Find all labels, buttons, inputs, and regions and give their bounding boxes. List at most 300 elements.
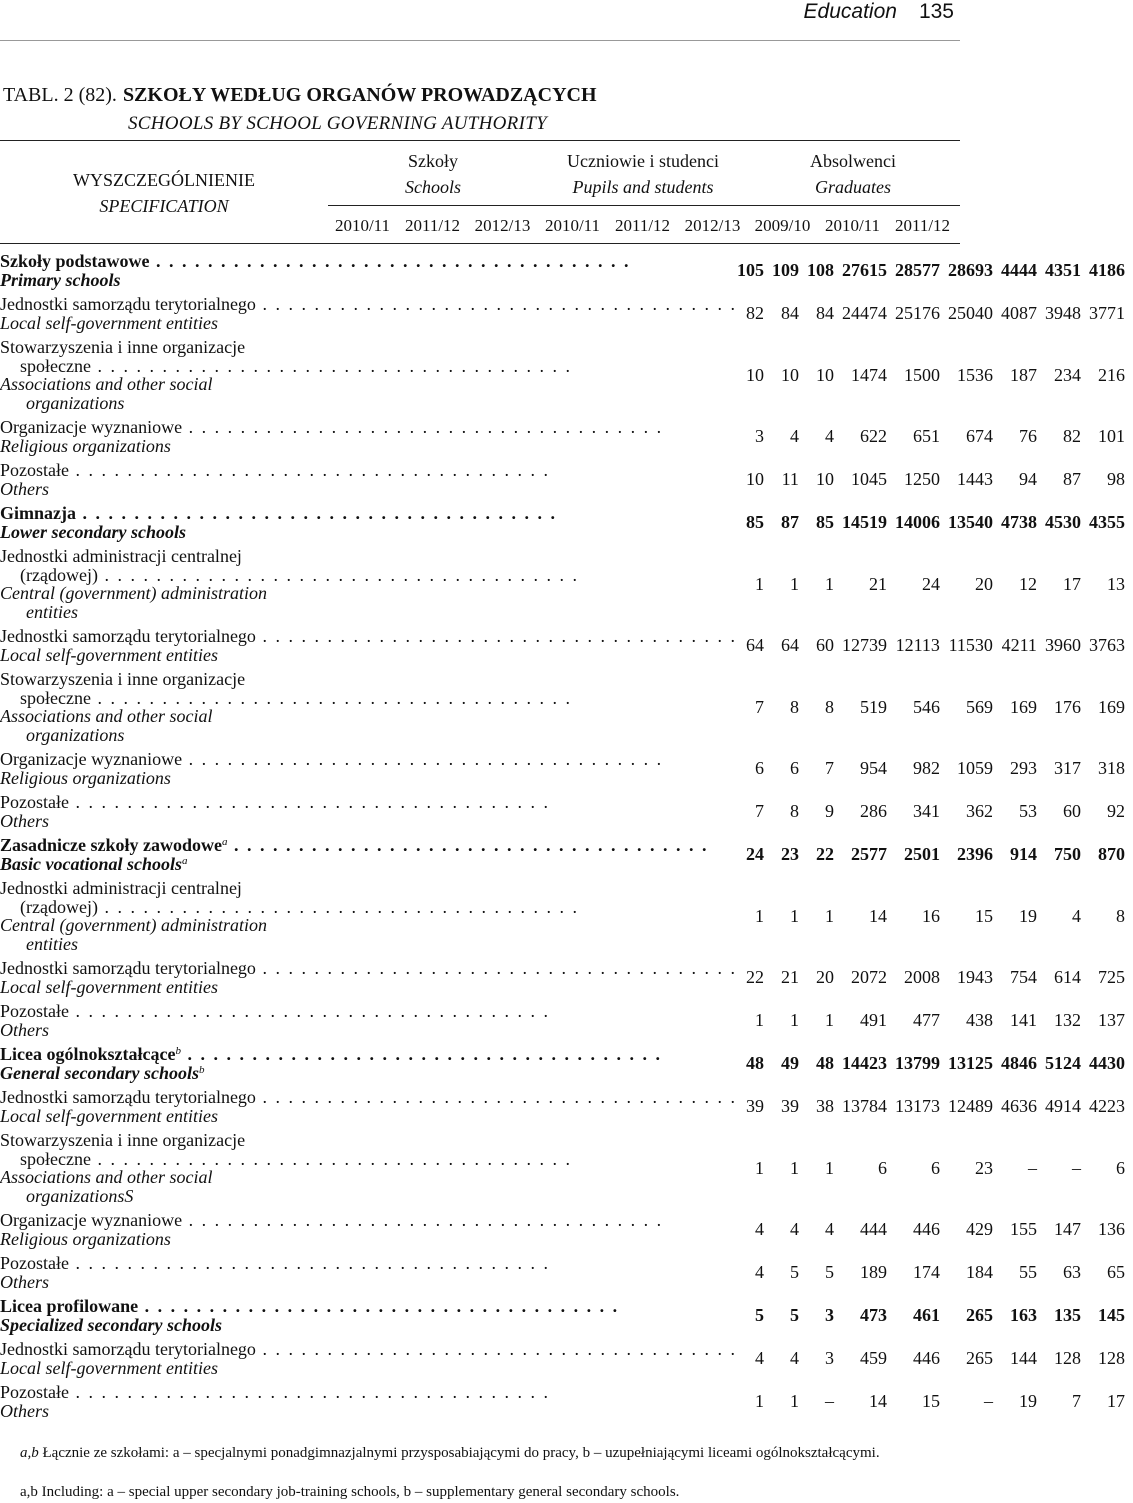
value-cell: 10: [815, 469, 834, 489]
row-label-en-line2: organizationsS: [26, 1185, 134, 1206]
value-cell: 446: [912, 1219, 940, 1239]
value-cell: 234: [1053, 364, 1081, 385]
value-cell: 15: [974, 905, 993, 926]
value-cell: 754: [1009, 967, 1037, 987]
row-label: [0, 836, 737, 873]
value-cell: 519: [859, 696, 887, 717]
value-cell: 4: [754, 1262, 764, 1282]
value-cell: 60: [1062, 801, 1081, 821]
value-cell: 3771: [1088, 303, 1125, 323]
value-cell: 1: [789, 573, 799, 594]
group-header-en: Schools: [405, 177, 461, 197]
row-label-en: Others: [0, 478, 49, 499]
value-cell: 184: [965, 1262, 993, 1282]
row-label: [0, 1045, 737, 1082]
table-row: [0, 1383, 1133, 1420]
row-label-en: Lower secondary schools: [0, 521, 186, 542]
value-cell: 4: [754, 1219, 764, 1239]
value-cell: 429: [965, 1219, 993, 1239]
table-row: [0, 295, 1133, 332]
page-number: 135: [918, 0, 954, 23]
value-cell: 1: [789, 905, 799, 926]
value-cell: 27615: [841, 260, 887, 280]
value-cell: 4914: [1044, 1096, 1081, 1116]
value-cell: 622: [859, 426, 887, 446]
row-label-pl: Pozostałe . . . . . . . . . . . . . . . . . . . . . . . . . . . . . . . . . . . . .: [0, 1382, 550, 1402]
value-cell: 216: [1097, 364, 1125, 385]
row-label: [0, 1002, 737, 1039]
row-label: [0, 750, 737, 787]
value-cell: 2577: [850, 844, 887, 864]
group-header-en: Graduates: [815, 177, 891, 197]
value-cell: 176: [1053, 696, 1081, 717]
row-label-pl: społeczne . . . . . . . . . . . . . . . . . . . . . . . . . . . . . . . . . . . . .: [20, 687, 572, 708]
value-cell: 187: [1009, 364, 1037, 385]
value-cell: 84: [780, 303, 799, 323]
value-cell: 1: [754, 905, 764, 926]
row-label: [0, 1297, 737, 1334]
value-cell: 3: [754, 426, 764, 446]
year-header: 2011/12: [894, 216, 951, 235]
row-label-pl: Pozostałe . . . . . . . . . . . . . . . . . . . . . . . . . . . . . . . . . . . . .: [0, 792, 550, 812]
value-cell: 4738: [1000, 512, 1037, 532]
row-label: [0, 338, 737, 412]
value-cell: 870: [1097, 844, 1125, 864]
row-label-en: Religious organizations: [0, 1228, 171, 1249]
value-cell: 914: [1009, 844, 1037, 864]
row-label-en: Associations and other social: [0, 1167, 213, 1187]
row-label-pl-line1: Stowarzyszenia i inne organizacje: [0, 669, 246, 689]
value-cell: 1443: [956, 469, 993, 489]
row-label-en: Associations and other social: [0, 374, 213, 394]
value-cell: 3: [824, 1305, 834, 1325]
value-cell: 10: [745, 364, 764, 385]
table-row: [0, 1131, 1133, 1205]
footnote-marker: a,b: [20, 1484, 38, 1500]
row-label-pl: społeczne . . . . . . . . . . . . . . . . . . . . . . . . . . . . . . . . . . . . .: [20, 1148, 572, 1169]
table-row: [0, 1254, 1133, 1291]
value-cell: 1045: [850, 469, 887, 489]
value-cell: 7: [754, 696, 764, 717]
value-cell: 5: [789, 1262, 799, 1282]
row-label: [0, 461, 737, 498]
value-cell: 10: [780, 364, 799, 385]
value-cell: 6: [930, 1157, 940, 1178]
row-label-en: General secondary schools$^b$: [0, 1062, 205, 1083]
value-cell: –: [1027, 1157, 1037, 1178]
value-cell: 24: [921, 573, 940, 594]
row-label-pl: Pozostałe . . . . . . . . . . . . . . . . . . . . . . . . . . . . . . . . . . . . .: [0, 1253, 550, 1273]
table-title-en: SCHOOLS BY SCHOOL GOVERNING AUTHORITY: [128, 113, 547, 134]
value-cell: 63: [1062, 1262, 1081, 1282]
value-cell: 4: [789, 1348, 799, 1368]
table-row: [0, 504, 1133, 541]
row-label-en: Religious organizations: [0, 435, 171, 456]
row-label-pl: Gimnazja . . . . . . . . . . . . . . . . . . . . . . . . . . . . . . . . . . . . .: [0, 503, 557, 523]
value-cell: 60: [815, 635, 834, 655]
value-cell: 2396: [956, 844, 993, 864]
value-cell: 477: [912, 1010, 940, 1030]
value-cell: 4: [824, 1219, 834, 1239]
value-cell: 12: [1018, 573, 1037, 594]
value-cell: 87: [1062, 469, 1081, 489]
header-top-rule: [0, 140, 960, 141]
value-cell: 4: [789, 1219, 799, 1239]
value-cell: 82: [745, 303, 764, 323]
table-row: [0, 1088, 1133, 1125]
value-cell: 65: [1106, 1262, 1125, 1282]
row-label-pl: (rządowej) . . . . . . . . . . . . . . . . . . . . . . . . . . . . . . . . . . . . .: [20, 564, 579, 585]
row-label-en: Primary schools: [0, 269, 121, 290]
row-label: [0, 504, 737, 541]
footnote-ref: b: [199, 1063, 205, 1076]
value-cell: 11530: [948, 635, 993, 655]
value-cell: 38: [815, 1096, 834, 1116]
row-label-en: Specialized secondary schools: [0, 1314, 222, 1335]
spec-header-pl: WYSZCZEGÓLNIENIE: [73, 170, 255, 190]
value-cell: 189: [859, 1262, 887, 1282]
table-row: [0, 338, 1133, 412]
row-label-pl: społeczne . . . . . . . . . . . . . . . . . . . . . . . . . . . . . . . . . . . . .: [20, 355, 572, 376]
value-cell: 7: [1071, 1391, 1081, 1411]
value-cell: 174: [912, 1262, 940, 1282]
row-label-en: Others: [0, 1400, 49, 1421]
value-cell: 14519: [841, 512, 887, 532]
row-label-en: Religious organizations: [0, 767, 171, 788]
value-cell: 28577: [894, 260, 940, 280]
value-cell: 1: [824, 1010, 834, 1030]
row-label: [0, 1254, 737, 1291]
value-cell: 145: [1097, 1305, 1125, 1325]
table-row: [0, 1002, 1133, 1039]
row-label: [0, 1340, 737, 1377]
value-cell: 20: [815, 967, 834, 987]
footnote-pl: [0, 1444, 958, 1462]
value-cell: 1943: [956, 967, 993, 987]
table-row: [0, 793, 1133, 830]
row-label-pl: Jednostki samorządu terytorialnego . . . . . . . . . . . . . . . . . . . . . . . . . . . . . . . . . . . . .: [0, 626, 737, 646]
footnote-en-text: Including: a – special upper secondary job-training schools, b – supplementary general secondary schools.: [41, 1484, 680, 1500]
value-cell: 155: [1009, 1219, 1037, 1239]
row-label-pl: Jednostki samorządu terytorialnego . . . . . . . . . . . . . . . . . . . . . . . . . . . . . . . . . . . . .: [0, 1339, 737, 1359]
value-cell: 76: [1018, 426, 1037, 446]
value-cell: 24: [745, 844, 764, 864]
value-cell: 5124: [1044, 1053, 1081, 1073]
value-cell: 4087: [1000, 303, 1037, 323]
row-label-en: Others: [0, 810, 49, 831]
value-cell: 82: [1062, 426, 1081, 446]
year-header: 2010/11: [544, 216, 601, 235]
table-row: [0, 252, 1133, 289]
table-row: [0, 836, 1133, 873]
row-label-en: Central (government) administration: [0, 915, 267, 935]
value-cell: 265: [965, 1305, 993, 1325]
value-cell: 4636: [1000, 1096, 1037, 1116]
value-cell: 473: [859, 1305, 887, 1325]
table-row: [0, 750, 1133, 787]
group-header-pl: Uczniowie i studenci: [567, 151, 719, 171]
row-label: [0, 295, 737, 332]
value-cell: 4355: [1088, 512, 1125, 532]
value-cell: 1536: [956, 364, 993, 385]
value-cell: 1: [789, 1157, 799, 1178]
value-cell: 137: [1097, 1010, 1125, 1030]
year-header: 2012/13: [474, 216, 531, 235]
value-cell: 13784: [841, 1096, 887, 1116]
value-cell: 23: [974, 1157, 993, 1178]
value-cell: 64: [780, 635, 799, 655]
value-cell: 14423: [841, 1053, 887, 1073]
value-cell: 4430: [1088, 1053, 1125, 1073]
value-cell: 12113: [895, 635, 940, 655]
table-row: [0, 1340, 1133, 1377]
value-cell: 341: [912, 801, 940, 821]
value-cell: 4211: [1001, 635, 1037, 655]
value-cell: 21: [868, 573, 887, 594]
year-header: 2010/11: [824, 216, 881, 235]
footnote-ref: a: [222, 836, 228, 848]
value-cell: 954: [859, 758, 887, 778]
value-cell: 3960: [1044, 635, 1081, 655]
year-header: 2011/12: [404, 216, 461, 235]
table-row: [0, 1045, 1133, 1082]
value-cell: 87: [780, 512, 799, 532]
value-cell: 1: [754, 1157, 764, 1178]
year-header: 2010/11: [334, 216, 391, 235]
row-label-en: Local self-government entities: [0, 312, 218, 333]
row-label-pl-line1: Stowarzyszenia i inne organizacje: [0, 337, 246, 357]
value-cell: 750: [1053, 844, 1081, 864]
value-cell: 1474: [850, 364, 887, 385]
row-label-pl: (rządowej) . . . . . . . . . . . . . . . . . . . . . . . . . . . . . . . . . . . . .: [20, 896, 579, 917]
footnote-marker: a,b: [20, 1445, 39, 1461]
value-cell: 13799: [894, 1053, 940, 1073]
value-cell: 1: [824, 905, 834, 926]
row-label-en: Local self-government entities: [0, 644, 218, 665]
value-cell: 48: [815, 1053, 834, 1073]
value-cell: 109: [771, 260, 799, 280]
value-cell: 1500: [903, 364, 940, 385]
row-label-pl-line1: Stowarzyszenia i inne organizacje: [0, 1130, 246, 1150]
value-cell: 8: [824, 696, 834, 717]
row-label-en-line2: entities: [26, 601, 78, 622]
row-label: [0, 879, 737, 953]
row-label-pl: Szkoły podstawowe . . . . . . . . . . . . . . . . . . . . . . . . . . . . . . . . . . . . .: [0, 251, 631, 271]
value-cell: 2008: [903, 967, 940, 987]
group-header-pl: Szkoły: [407, 151, 458, 171]
value-cell: 7: [824, 758, 834, 778]
row-label-pl: Zasadnicze szkoły zawodowe$^a$ . . . . . . . . . . . . . . . . . . . . . . . . . . . . . . . . . . . . .: [0, 835, 709, 855]
year-header: 2012/13: [684, 216, 741, 235]
value-cell: 982: [912, 758, 940, 778]
value-cell: 444: [859, 1219, 887, 1239]
value-cell: 13125: [947, 1053, 993, 1073]
value-cell: 1: [824, 1157, 834, 1178]
value-cell: 317: [1053, 758, 1081, 778]
value-cell: 6: [789, 758, 799, 778]
value-cell: 19: [1018, 1391, 1037, 1411]
value-cell: 23: [780, 844, 799, 864]
value-cell: 98: [1106, 469, 1125, 489]
row-label-en: Others: [0, 1271, 49, 1292]
row-label-pl: Pozostałe . . . . . . . . . . . . . . . . . . . . . . . . . . . . . . . . . . . . .: [0, 460, 550, 480]
value-cell: 5: [824, 1262, 834, 1282]
spec-header: [0, 167, 328, 219]
value-cell: 64: [745, 635, 764, 655]
value-cell: 22: [815, 844, 834, 864]
value-cell: 25176: [894, 303, 940, 323]
value-cell: 293: [1009, 758, 1037, 778]
value-cell: 4223: [1088, 1096, 1125, 1116]
running-header: [804, 0, 954, 24]
row-label-pl: Organizacje wyznaniowe . . . . . . . . . . . . . . . . . . . . . . . . . . . . . . . . . . . . .: [0, 417, 664, 437]
value-cell: 136: [1097, 1219, 1125, 1239]
value-cell: –: [1071, 1157, 1081, 1178]
value-cell: 128: [1053, 1348, 1081, 1368]
value-cell: 48: [745, 1053, 764, 1073]
row-label-en: Local self-government entities: [0, 976, 218, 997]
value-cell: 1059: [956, 758, 993, 778]
value-cell: 2501: [903, 844, 940, 864]
value-cell: 1: [754, 573, 764, 594]
value-cell: 8: [789, 801, 799, 821]
value-cell: 108: [806, 260, 834, 280]
value-cell: 144: [1009, 1348, 1037, 1368]
row-label-pl: Organizacje wyznaniowe . . . . . . . . . . . . . . . . . . . . . . . . . . . . . . . . . . . . .: [0, 749, 664, 769]
value-cell: 5: [789, 1305, 799, 1325]
value-cell: 1: [789, 1010, 799, 1030]
value-cell: 49: [780, 1053, 799, 1073]
table-row: [0, 959, 1133, 996]
value-cell: 14: [868, 905, 887, 926]
value-cell: 13540: [947, 512, 993, 532]
row-label-pl: Jednostki samorządu terytorialnego . . . . . . . . . . . . . . . . . . . . . . . . . . . . . . . . . . . . .: [0, 958, 737, 978]
group-header-schools: [328, 148, 538, 200]
year-header: 2009/10: [754, 216, 811, 235]
footnote-en: [0, 1483, 958, 1501]
value-cell: 1: [754, 1010, 764, 1030]
value-cell: 614: [1053, 967, 1081, 987]
table-row: [0, 418, 1133, 455]
value-cell: 55: [1018, 1262, 1037, 1282]
value-cell: 3763: [1088, 635, 1125, 655]
row-label-pl: Jednostki samorządu terytorialnego . . . . . . . . . . . . . . . . . . . . . . . . . . . . . . . . . . . . .: [0, 294, 737, 314]
value-cell: 4: [1071, 905, 1081, 926]
value-cell: 4186: [1088, 260, 1125, 280]
value-cell: 6: [754, 758, 764, 778]
value-cell: 39: [780, 1096, 799, 1116]
spec-header-en: SPECIFICATION: [99, 196, 229, 216]
value-cell: 53: [1018, 801, 1037, 821]
value-cell: 674: [965, 426, 993, 446]
years-rule: [328, 205, 960, 206]
value-cell: 169: [1097, 696, 1125, 717]
footnote-ref: b: [175, 1045, 181, 1057]
row-label-en-line2: organizations: [26, 724, 125, 745]
value-cell: 13173: [894, 1096, 940, 1116]
value-cell: 3948: [1044, 303, 1081, 323]
value-cell: 7: [754, 801, 764, 821]
value-cell: 725: [1097, 967, 1125, 987]
value-cell: 8: [1115, 905, 1125, 926]
value-cell: 2072: [850, 967, 887, 987]
table-title-pl: SZKOŁY WEDŁUG ORGANÓW PROWADZĄCYCH: [122, 84, 597, 106]
value-cell: 4: [754, 1348, 764, 1368]
value-cell: 141: [1009, 1010, 1037, 1030]
value-cell: 85: [815, 512, 834, 532]
value-cell: 13: [1106, 573, 1125, 594]
header-rule: [0, 40, 960, 41]
value-cell: 4: [789, 426, 799, 446]
row-label-en: Others: [0, 1019, 49, 1040]
value-cell: 459: [859, 1348, 887, 1368]
value-cell: 8: [789, 696, 799, 717]
value-cell: 169: [1009, 696, 1037, 717]
footnote-pl-text: Łącznie ze szkołami: a – specjalnymi ponadgimnazjalnymi przysposabiającymi do pracy, b – uzupełniającymi liceami ogólnokształcącymi.: [42, 1445, 880, 1461]
value-cell: 4530: [1044, 512, 1081, 532]
row-label-en: Basic vocational schools$^a$: [0, 853, 188, 874]
value-cell: 446: [912, 1348, 940, 1368]
value-cell: 17: [1062, 573, 1081, 594]
value-cell: 92: [1106, 801, 1125, 821]
value-cell: 651: [912, 426, 940, 446]
value-cell: 6: [877, 1157, 887, 1178]
value-cell: 17: [1106, 1391, 1125, 1411]
table-row: [0, 1297, 1133, 1334]
value-cell: 318: [1097, 758, 1125, 778]
value-cell: 94: [1018, 469, 1037, 489]
row-label-pl: Licea profilowane . . . . . . . . . . . . . . . . . . . . . . . . . . . . . . . . . . . . .: [0, 1296, 620, 1316]
row-label-en: Associations and other social: [0, 706, 213, 726]
value-cell: 4444: [1000, 260, 1037, 280]
row-label-pl: Licea ogólnokształcące$^b$ . . . . . . . . . . . . . . . . . . . . . . . . . . . . . . . . . . . . .: [0, 1044, 662, 1064]
value-cell: 1: [789, 1391, 799, 1411]
row-label: [0, 959, 737, 996]
value-cell: 132: [1053, 1010, 1081, 1030]
value-cell: 24474: [841, 303, 887, 323]
value-cell: 25040: [947, 303, 993, 323]
row-label-en: Local self-government entities: [0, 1105, 218, 1126]
row-label-pl: Organizacje wyznaniowe . . . . . . . . . . . . . . . . . . . . . . . . . . . . . . . . . . . . .: [0, 1210, 664, 1230]
value-cell: 20: [974, 573, 993, 594]
value-cell: 39: [745, 1096, 764, 1116]
value-cell: 9: [824, 801, 834, 821]
section-name: Education: [803, 0, 897, 23]
footnote-ref: a: [182, 854, 188, 867]
row-label: [0, 1088, 737, 1125]
value-cell: 147: [1053, 1219, 1081, 1239]
value-cell: 362: [965, 801, 993, 821]
table-number: TABL. 2 (82).: [3, 84, 117, 106]
value-cell: 10: [745, 469, 764, 489]
table-row: [0, 1211, 1133, 1248]
row-label: [0, 547, 737, 621]
value-cell: –: [824, 1391, 834, 1411]
row-label: [0, 1383, 737, 1420]
value-cell: 286: [859, 801, 887, 821]
group-header-en: Pupils and students: [572, 177, 714, 197]
row-label-pl-line1: Jednostki administracji centralnej: [0, 546, 242, 566]
row-label-en: Central (government) administration: [0, 583, 267, 603]
row-label-en-line2: organizations: [26, 392, 125, 413]
value-cell: 105: [736, 260, 764, 280]
value-cell: –: [983, 1391, 993, 1411]
value-cell: 128: [1097, 1348, 1125, 1368]
value-cell: 4846: [1000, 1053, 1037, 1073]
row-label-en-line2: entities: [26, 933, 78, 954]
value-cell: 5: [754, 1305, 764, 1325]
row-label-pl: Pozostałe . . . . . . . . . . . . . . . . . . . . . . . . . . . . . . . . . . . . .: [0, 1001, 550, 1021]
